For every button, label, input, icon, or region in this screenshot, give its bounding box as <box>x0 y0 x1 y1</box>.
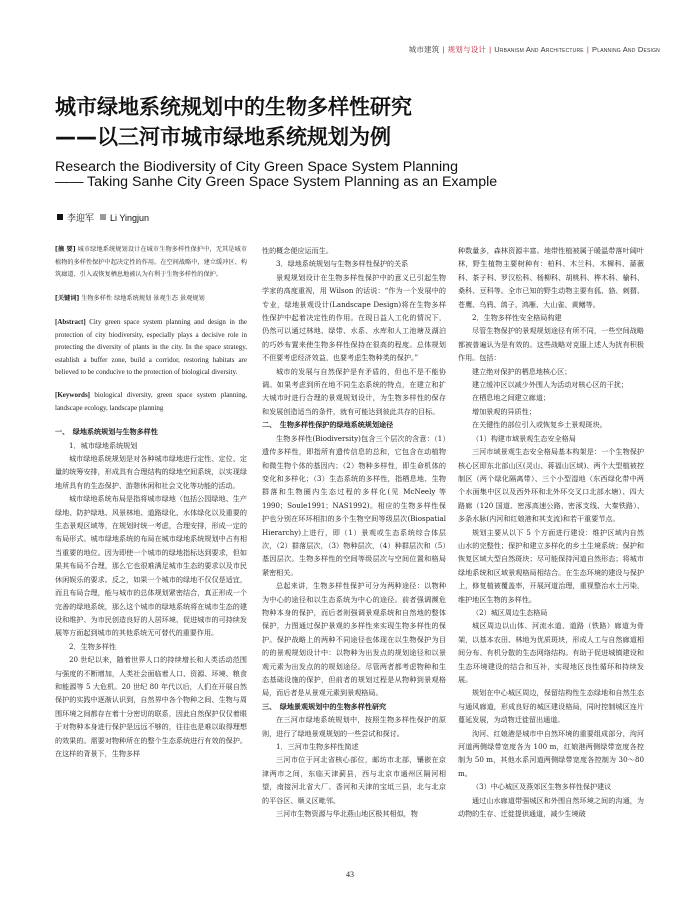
paragraph: 规划主要从以下 5 个方面进行建设：维护区域内自然山水的完整性；保护和建立多样化的乡土生境系统；保护和恢复区域大型自然斑块；尽可能保持河道自然形态；将城市绿地系统和区域景观格局相结合。在生态环境的建设与保护上，修复植被覆盖率，开展河道治理，重视整治水土污染，维护地区生物的多样性。 <box>458 527 644 604</box>
list-item: 建立绝对保护的栖息地核心区； <box>472 366 572 376</box>
list-item: 建立缓冲区以减少外围人为活动对核心区的干扰； <box>472 380 629 390</box>
abstract-en-text: City green space system planning and design in the protection of city biodiversity, especially plays a decisive role in protecting the diversity of plants in the city. In the space strategy, establish a buffer zone, build a corridor, restoring habitats are believed to be conducive to the protection of biological diversity. <box>55 318 247 376</box>
paragraph: 泃河、红娘港是城市中自然环境的重要组成部分，泃河河道两侧绿带宽度各为 100 m，红娘港两侧绿带宽度各控制为 50 m，其他水系河道两侧绿带宽度各控制为 30～80 m。 <box>458 728 644 778</box>
keywords <box>55 293 247 306</box>
subsection-heading: （3）中心城区及燕郊区生物多样性保护建议 <box>472 782 612 792</box>
paragraph: 20 世纪以来，随着世界人口的持续增长和人类活动范围与强度的不断增加，人类社会面临着人口、资源、环境、粮食和能源等 5 大危机。20 世纪 80 年代以后，人们在开展自然保护的实践中逐渐认识到，自然界中各个物种之间、生物与周围环境之间都存在着十分密切的联系，因此自然保护仅仅着眼于对物种本身进行保护是远远不够的，往往也是难以取得理想的效果的。需要对物种所在的整个生态系统进行有效的保护。在这样的背景下，生物多样 <box>55 655 247 758</box>
paragraph: 生物多样性(Biodiversity)包含三个层次的含意：（1）遗传多样性，即指所有遗传信息的总和，它包含在动植物和微生物个体的基因内；（2）物种多样性，即生命机体的变化和多样化；（3）生态系统的多样性，指栖息地、生物群落和生物圈内生态过程的多样化(见 McNeely 等 1990；Soule1991；NAS1992)。相应的生物多样性保护也分别在环环相扣的多个生物空间等级层次(Biospatial Hierarchy)上进行，即（1）景观或生态系统综合体层次，（2）群落层次，（3）物种层次，（4）种群层次和（5）基因层次。生物多样性的空间等级层次与空间位置和格局紧密相关。 <box>262 433 446 577</box>
section-heading: 二、 生物多样性保护的绿地系统规划途径 <box>262 420 394 430</box>
author-cn: 李迎军 <box>67 214 95 224</box>
section-heading: 一、 绿地系统规划与生物多样性 <box>55 427 158 437</box>
english-title-line2: —— Taking Sanhe City Green Space System Planning as an Example <box>55 174 498 190</box>
running-header <box>409 44 660 55</box>
author-bullet-icon <box>57 214 63 220</box>
paragraph: 规划在中心城区周边，保留结构性生态绿地和自然生态与通风廊道，形成良好的城区建设格局，同时控制城区连片蔓延发展，为动物迁徙留出通道。 <box>458 688 644 725</box>
paragraph: 三河市域景观生态安全格局基本构架是：一个生物保护核心区即东北部山区(灵山、蒋福山区域)、两个大型植被控制区（两个绿化隔离带）、三个小型湿地（东西绿化带中两个水面集中区以及西外环和北外环交叉口北部水塘）、四大路廊（120 国道、密涿高速公路、密涿支线、大秦铁路）、多条水脉(内河和红娘港和其支流)和若干重要节点。 <box>458 447 644 524</box>
header-divider: | <box>489 45 492 54</box>
subsection-heading: 1．三河市生物多样性简述 <box>276 742 359 752</box>
column-left <box>55 244 247 760</box>
author-en: Li Yingjun <box>110 213 150 223</box>
section-heading: 三、 绿地景观规划中的生物多样性研究 <box>262 701 387 711</box>
subsection-heading: （1）构建市域景观生态安全格局 <box>472 433 576 443</box>
paragraph: 城区周边以山体、河流水道、道路（铁路）廊道为骨架，以基本农田、林地为优质斑块，形成人工与自然廊道相间分布、有机分散的生态网络结构。有助于促进城镇建设和生态环境建设的结合和互补，实现地区良性循环和持续发展。 <box>458 621 644 684</box>
paragraph: 通过山水廊道带强城区和外围自然环境之间的沟通，为动物的生存、迁徙提供通道，减少生境破 <box>458 795 644 819</box>
paragraph: 城市绿地系统布局是指将城市绿地（包括公园绿地、生产绿地、防护绿地、风景林地、道路绿化、水体绿化以及重要的生态景观区域等，在规划时统一考虑，合理安排，形成一定的布局形式。城市绿地系统的布局在城市绿地系统规划中占有相当重要的地位。因为即使一个城市的绿地指标达到要求，但如果其布局不合理，那么它也很难满足城市生态的要求以及市民休闲娱乐的要求。反之，如果一个城市的绿地不仅仅是适宜，而且布局合理，能与城市的总体规划紧密结合，真正形成一个完善的绿地系统，那么这个城市的绿地系统将在城市生态的建设和维护、为市民创造良好的人居环境、促进城市的可持续发展等方面起到城市的其他系统无可替代的重要作用。 <box>55 494 247 638</box>
keywords-en-label: [Keywords] <box>55 391 90 400</box>
keywords-text: 生物多样性 绿地系统规划 景观生态 景观规划 <box>81 294 205 302</box>
header-part2: 规划与设计 <box>447 45 487 54</box>
paragraph: 性的概念便应运而生。 <box>262 246 333 255</box>
column-middle <box>262 244 446 820</box>
paragraph: 城市绿地系统规划是对各种城市绿地进行定性、定位、定量的统筹安排，形成具有合理结构的绿地空间系统，以实现绿地所具有的生态保护、游憩休闲和社会文化等功能的活动。 <box>55 454 247 490</box>
english-title-line1: Research the Biodiversity of City Green Space System Planning <box>55 159 458 175</box>
header-divider: | <box>442 45 445 54</box>
subsection-heading: 3．绿地系统规划与生物多样性保护的关系 <box>276 259 409 269</box>
paragraph: 三河市生物资源与华北燕山地区极其相似，物 <box>276 809 418 819</box>
english-title <box>55 160 655 190</box>
abstract-label: [摘 要] <box>55 246 76 253</box>
header-divider: | <box>586 45 590 54</box>
header-part1: 城市建筑 <box>408 45 440 54</box>
subsection-heading: 1．城市绿地系统规划 <box>69 440 138 450</box>
author-line <box>57 211 149 224</box>
subsection-heading: 2．生物多样性 <box>69 641 117 651</box>
keywords-en <box>55 389 247 414</box>
abstract-en-label: [Abstract] <box>55 318 86 327</box>
header-part4: Planning And Design <box>592 45 660 54</box>
paragraph: 总起来讲，生物多样性保护可分为两种途径：以物种为中心的途径和以生态系统为中心的途径。前者强调濒危物种本身的保护，而后者则强调景观系统和自然地的整体保护，力图通过保护景观的多样性来实现生物多样性的保护。保护战略上的两种不同途径也体现在以生物保护为目的的景观规划设计中：以物种为出发点的规划途径和以景观元素为出发点的的规划途径。尽管两者都考虑物种和生态基础设施的保护，但前者的规划过程是从物种到景观格局，而后者是从景观元素到景观格局。 <box>262 581 446 698</box>
abstract-text: 城市绿地系统规划设计在城市生物多样性保护中，无其是城市植物的多样性保护中起决定性的作用。在空间战略中，建立缓冲区、构筑廊道、引入或恢复栖息地被认为有利于生物多样性的保护。 <box>55 246 248 279</box>
abstract <box>55 244 247 282</box>
chinese-title-line1: 城市绿地系统规划中的生物多样性研究 <box>55 95 412 119</box>
keywords-label: [关键词] <box>55 294 80 302</box>
chinese-title-line2: ——以三河市城市绿地系统规划为例 <box>55 125 391 149</box>
paragraph: 在三河市绿地系统规划中，按照生物多样性保护的原则，进行了绿地景观规划的一些尝试和探讨。 <box>262 715 446 738</box>
chinese-title <box>55 92 655 152</box>
header-part3: Urbanism And Architecture <box>494 45 584 54</box>
page-number: 43 <box>346 870 354 879</box>
list-item: 在关键性的部位引入或恢复乡土景观斑块。 <box>472 420 607 430</box>
paragraph: 景观规划设计在生物多样性保护中的意义已引起生物学家的高度重视，用 Wilson 的话说：“作为一个发展中的专业，绿地景观设计(Landscape Design)将在生物多样性保护中起着决定性的作用。在现日益人工化的情况下，仍然可以通过林地、绿带、水系、水库和人工池塘及湖泊的巧妙布置来使生物多样性保持在很高的程度。总体规划不但要考虑经济效益，也要考虑生物种类的保护。” <box>262 272 446 363</box>
abstract-en <box>55 316 247 378</box>
subsection-heading: （2）城区周边生态格局 <box>472 607 548 617</box>
paragraph: 三河市位于河北省核心部位，邮坊市北部，镶嵌在京津两市之间，东临天津蓟县，西与北京市通州区隔河相望，南接河北省大厂、香河和天津的宝坻三县，北与北京的平谷区、顺义区毗邻。 <box>262 755 446 805</box>
paragraph: 种数量多，森林资源丰富。地带性植被属于暖温带落叶阔叶林，野生植物主要树种有：柏科、木兰科、木樨科、蔷薇科、茶子科、罗汉松科、杨柳科、胡桃科、桦木科、榆科、桑科、豆科等。全市已知的野生动物主要有狐、貉、刺猬、苍鹰、乌鸦、鸽子、鸿雁、大山雀、黄鳝等。 <box>458 246 644 309</box>
subsection-heading: 2．生物多样性安全格局构建 <box>472 313 562 323</box>
list-item: 增加景观的异质性； <box>472 406 536 416</box>
keywords-en-text: biological diversity, green space system planning, landscape ecology, landscape planning <box>55 391 247 412</box>
paragraph: 城市的发展与自然保护是有矛盾的，但也不是不能协调。如果考虑到所在地不同生态系统的特点，在建立和扩大城市时进行合理的景观规划设计，为生物多样性的保存和发展创造适当的条件，就有可能达到彼此共存的目标。 <box>262 366 446 416</box>
column-right <box>458 244 644 820</box>
author-bullet-icon <box>100 214 106 220</box>
paragraph: 尽管生物保护的景观规划途径有所不同，一些空间战略都被普遍认为是有效的。这些战略对克服上述人为扰有积极作用。包括： <box>458 326 644 363</box>
list-item: 在栖息地之间建立廊道； <box>472 393 551 403</box>
